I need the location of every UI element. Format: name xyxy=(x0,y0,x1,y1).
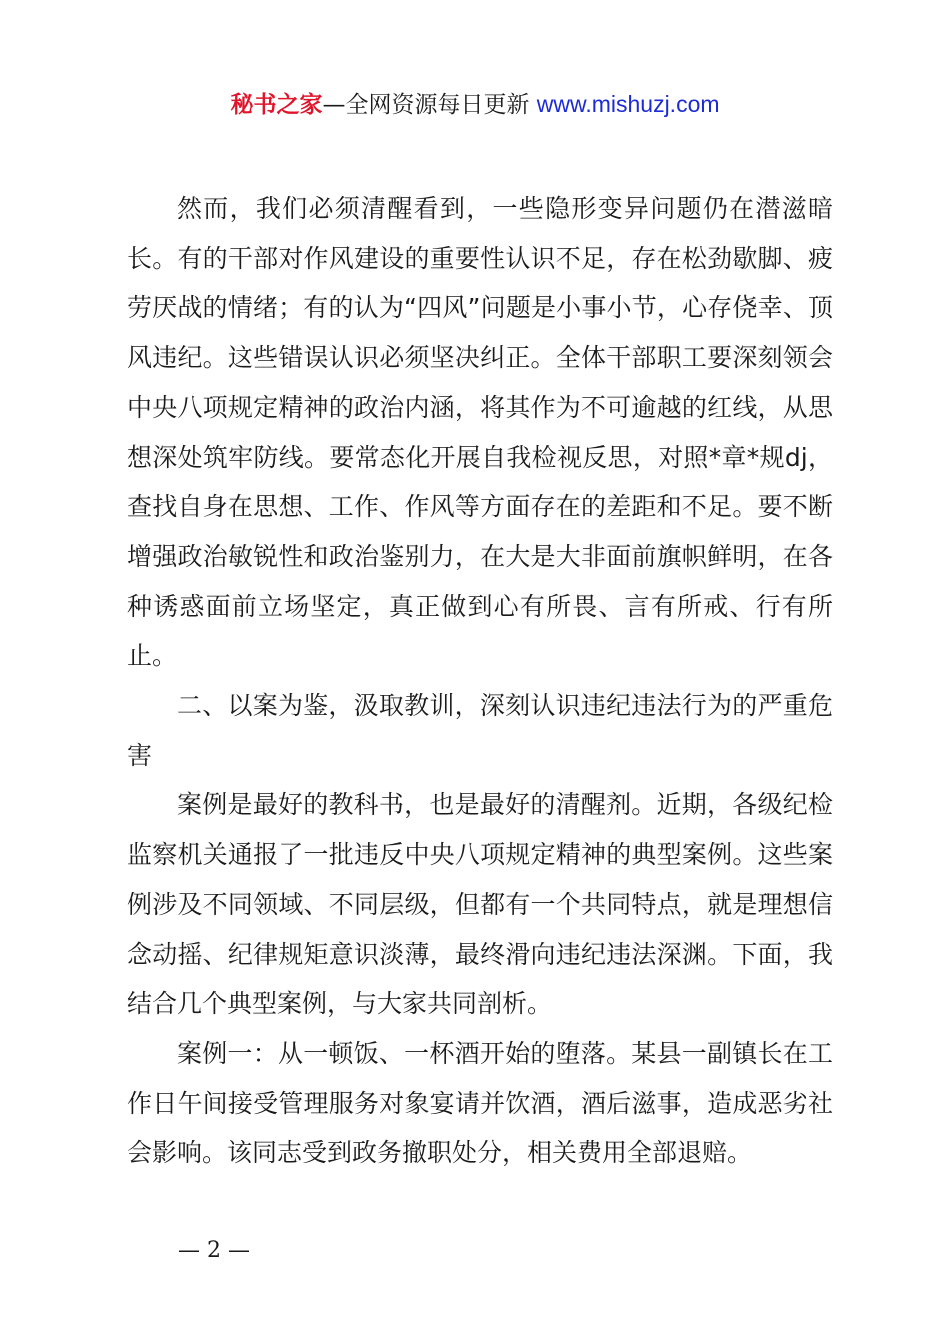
body-paragraph: 案例是最好的教科书，也是最好的清醒剂。近期，各级纪检监察机关通报了一批违反中央八项规定精神的典型案例。这些案例涉及不同领域、不同层级，但都有一个共同特点，就是理想信念动摇、纪律规矩意识淡薄，最终滑向违纪违法深渊。下面，我结合几个典型案例，与大家共同剖析。 xyxy=(127,790,833,1019)
section-heading: 二、以案为鉴，汲取教训，深刻认识违纪违法行为的严重危害 xyxy=(127,691,833,770)
brand-name: 秘书之家 xyxy=(230,92,323,118)
document-body xyxy=(127,184,833,1178)
body-paragraph: 然而，我们必须清醒看到，一些隐形变异问题仍在潜滋暗长。有的干部对作风建设的重要性认识不足，存在松劲歇脚、疲劳厌战的情绪；有的认为“四风”问题是小事小节，心存侥幸、顶风违纪。这些错误认识必须坚决纠正。全体干部职工要深刻领会中央八项规定精神的政治内涵，将其作为不可逾越的红线，从思想深处筑牢防线。要常态化开展自我检视反思，对照*章*规dj，查找自身在思想、工作、作风等方面存在的差距和不足。要不断增强政治敏锐性和政治鉴别力，在大是大非面前旗帜鲜明，在各种诱惑面前立场坚定，真正做到心有所畏、言有所戒、行有所止。 xyxy=(127,194,833,671)
site-url-link[interactable]: www.mishuzj.com xyxy=(536,91,720,117)
page-header xyxy=(0,88,950,121)
page-number: — 2 — xyxy=(178,1238,250,1263)
header-tagline: —全网资源每日更新 xyxy=(322,92,537,118)
body-paragraph: 案例一：从一顿饭、一杯酒开始的堕落。某县一副镇长在工作日午间接受管理服务对象宴请并饮酒，酒后滋事，造成恶劣社会影响。该同志受到政务撤职处分，相关费用全部退赔。 xyxy=(127,1038,833,1168)
